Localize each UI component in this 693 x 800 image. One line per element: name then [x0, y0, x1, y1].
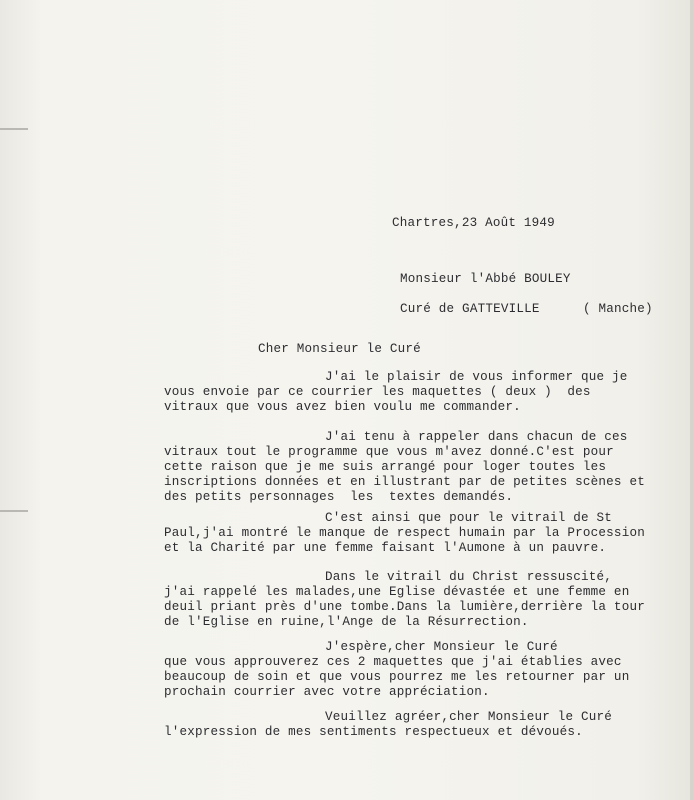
paragraph-line: J'ai tenu à rappeler dans chacun de ces — [325, 430, 628, 444]
paper-punch-mark — [0, 128, 28, 130]
paragraph-line: prochain courrier avec votre appréciation. — [164, 685, 490, 699]
paragraph-line: et la Charité par une femme faisant l'Aumone à un pauvre. — [164, 541, 607, 555]
paragraph-line: que vous approuverez ces 2 maquettes que j'ai établies avec — [164, 655, 622, 669]
paragraph-line: l'expression de mes sentiments respectueux et dévoués. — [164, 725, 583, 739]
paragraph-line: j'ai rappelé les malades,une Eglise dévastée et une femme en — [164, 585, 630, 599]
paragraph-line: Veuillez agréer,cher Monsieur le Curé — [325, 710, 613, 724]
paragraph-line: J'espère,cher Monsieur le Curé — [325, 640, 558, 654]
date-line: Chartres,23 Août 1949 — [392, 216, 555, 230]
salutation: Cher Monsieur le Curé — [258, 342, 421, 356]
paragraph-line: beaucoup de soin et que vous pourrez me les retourner par un — [164, 670, 630, 684]
paragraph-line: deuil priant près d'une tombe.Dans la lumière,derrière la tour — [164, 600, 645, 614]
paragraph-line: des petits personnages les textes demandés. — [164, 490, 514, 504]
paragraph-line: vous envoie par ce courrier les maquettes ( deux ) des — [164, 385, 591, 399]
paragraph-line: de l'Eglise en ruine,l'Ange de la Résurrection. — [164, 615, 529, 629]
paragraph-line: J'ai le plaisir de vous informer que je — [325, 370, 628, 384]
paragraph-line: Dans le vitrail du Christ ressuscité, — [325, 570, 613, 584]
recipient-name: Monsieur l'Abbé BOULEY — [400, 272, 571, 286]
paper-punch-mark — [0, 510, 28, 512]
paragraph-line: Paul,j'ai montré le manque de respect humain par la Procession — [164, 526, 645, 540]
paragraph-line: inscriptions données et en illustrant par de petites scènes et — [164, 475, 645, 489]
paragraph-line: cette raison que je me suis arrangé pour loger toutes les — [164, 460, 607, 474]
paragraph-line: C'est ainsi que pour le vitrail de St — [325, 511, 613, 525]
paragraph-line: vitraux que vous avez bien voulu me commander. — [164, 400, 521, 414]
recipient-region: ( Manche) — [583, 302, 653, 316]
paragraph-line: vitraux tout le programme que vous m'avez donné.C'est pour — [164, 445, 614, 459]
recipient-parish: Curé de GATTEVILLE — [400, 302, 540, 316]
